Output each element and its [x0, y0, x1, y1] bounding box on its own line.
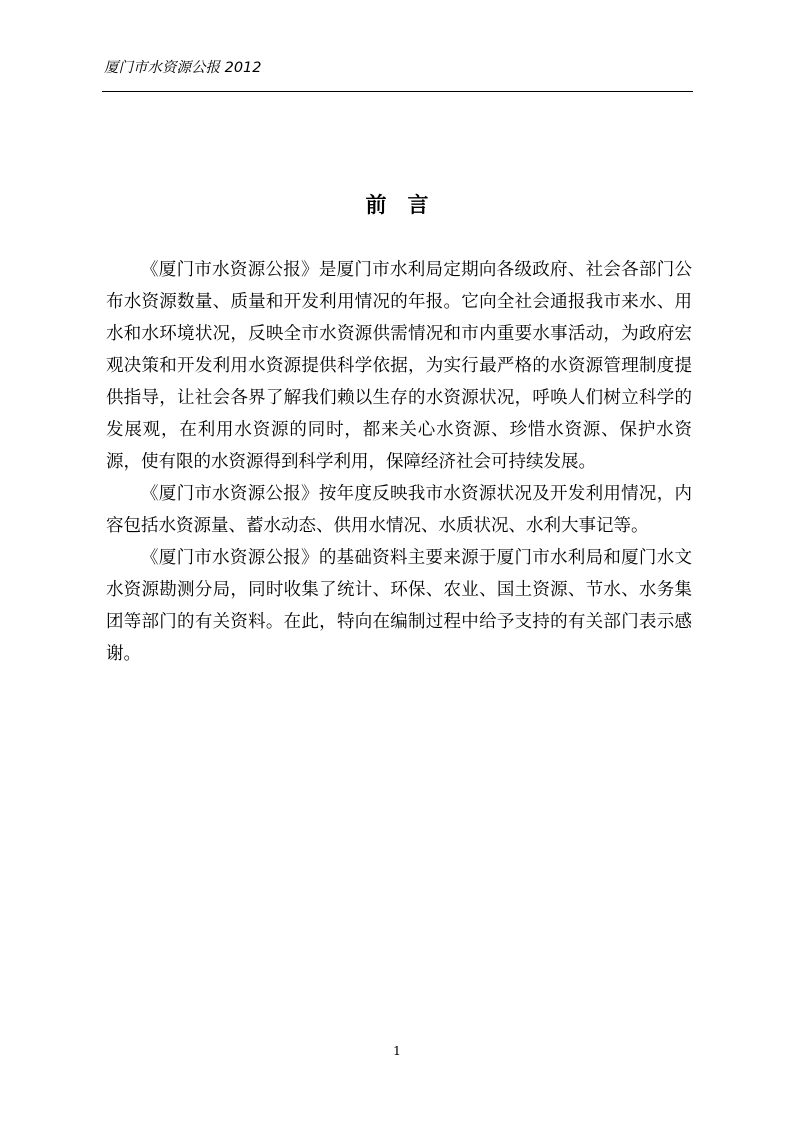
page-title: 前言	[365, 193, 450, 217]
paragraph-acknowledgement: 《厦门市水资源公报》的基础资料主要来源于厦门市水利局和厦门水文水资源勘测分局，同时收集了统计、环保、农业、国土资源、节水、水务集团等部门的有关资料。在此，特向在编制过程中给予支持的有关部门表示感谢。	[106, 548, 692, 664]
preface-body	[106, 254, 692, 670]
header-divider	[102, 91, 693, 92]
page-number: 1	[393, 1043, 401, 1058]
paragraph-contents: 《厦门市水资源公报》按年度反映我市水资源状况及开发利用情况，内容包括水资源量、蓄水动态、供用水情况、水质状况、水利大事记等。	[106, 484, 692, 536]
running-header-title: 厦门市水资源公报 2012	[104, 60, 262, 76]
paragraph-purpose: 《厦门市水资源公报》是厦门市水利局定期向各级政府、社会各部门公布水资源数量、质量和开发利用情况的年报。它向全社会通报我市来水、用水和水环境状况，反映全市水资源供需情况和市内重要水事活动，为政府宏观决策和开发利用水资源提供科学依据，为实行最严格的水资源管理制度提供指导，让社会各界了解我们赖以生存的水资源状况，呼唤人们树立科学的发展观，在利用水资源的同时，都来关心水资源、珍惜水资源、保护水资源，使有限的水资源得到科学利用，保障经济社会可持续发展。	[106, 260, 692, 472]
